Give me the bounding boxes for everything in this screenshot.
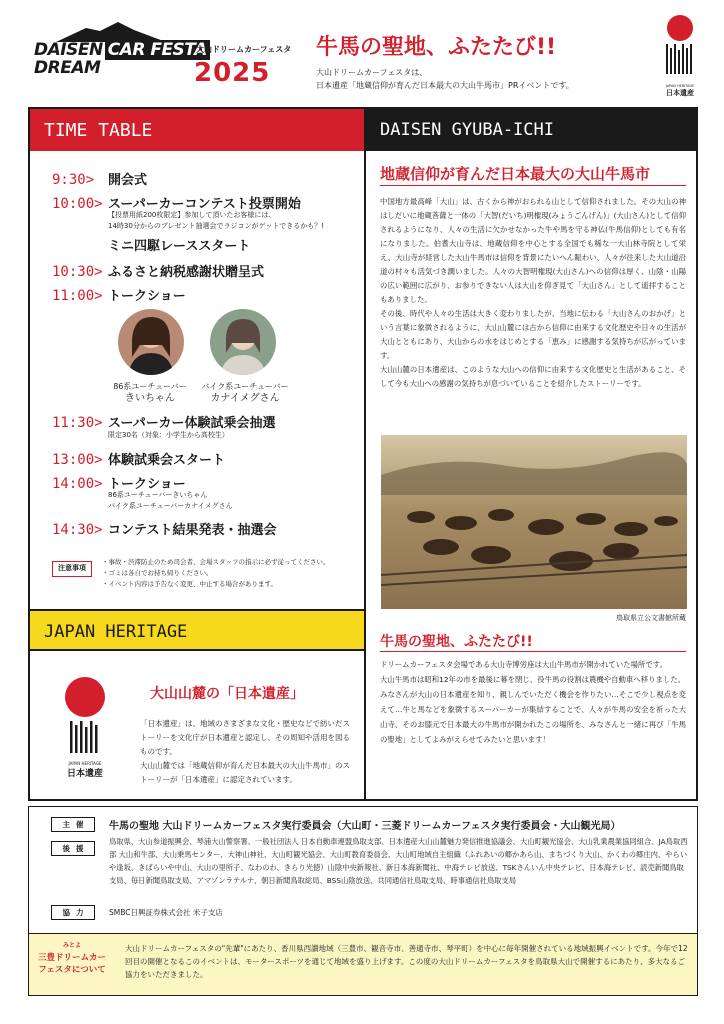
cooperation-label: 協力 [51,905,95,920]
gyuba-paragraph: 中国地方最高峰「大山」は、古くから神がおられる山として信仰されました。その大山の神はしだいに地蔵菩薩と一体の「大智(だいち)明権現(みょうごんげん)」(大山さん)として信仰されるようになり、人々の生活に欠かせなかった牛や馬を守る神仏(牛馬信仰)としても有名になりました。伯耆大山寺は、地蔵信仰を中心とする全国でも稀な一大山林寺院として栄え、大山寺が経営した大山牛馬市は信仰を背景にたいへん賑わい、人々が往来した大山道沿道の村々も活気づき潤いました。人々の大智明権現(大山さん)への信仰は厚く、山陰・山陽の広い範囲に広がり、お参りできない人は大山を仰ぎ見て「大山さん」として遥拝することもありました。 [380,197,686,304]
time-label: 10:00> [52,196,103,212]
caution-item: ・イベント内容は予告なく変更、中止する場合があります。 [102,580,277,588]
mitoyo-festa-about [28,934,698,996]
talk-note [108,490,233,512]
logo-year: 2025 [194,58,271,88]
page-title: 牛馬の聖地、ふたたび!! [316,35,557,60]
event-label: 体験試乗会スタート [108,453,226,468]
logo-japanese: 大山ドリームカーフェスタ [196,45,292,54]
about-label-line-2: フェスタについて [38,965,106,975]
gyuba-title-2: 牛馬の聖地、ふたたび!! [380,634,533,650]
youtuber-kiichan-avatar [118,309,184,375]
gyuba-body [380,195,686,391]
event-label: ミニ四駆レーススタート [108,239,251,254]
event-label: ふるさと納税感謝状贈呈式 [108,265,265,280]
cooperation-company: SMBC日興証券株式会社 米子支店 [109,908,223,917]
gyuba-paragraph: 大山牛馬市は昭和12年の市を最後に幕を閉じ、役牛馬の役割は農機や自動車へ移りました。 [380,675,686,684]
youtuber-role: 86系ユーチューバー [113,382,187,391]
credits-box [28,806,698,934]
event-label: スーパーカー体験試乗会抽選 [108,416,276,431]
japan-heritage-logo [658,14,702,98]
time-label: 14:00> [52,476,103,492]
ride-note: 限定30名（対象：小学生から高校生） [108,431,229,439]
gyuba-title: 地蔵信仰が育んだ日本最大の大山牛馬市 [380,165,651,183]
person-photo-icon [118,309,184,375]
japan-heritage-icon [658,14,702,80]
timetable-row [52,285,186,304]
caution-item: ・ゴミは各自でお持ち帰りください。 [102,569,213,577]
event-label: 開会式 [108,173,148,188]
person-photo-icon [210,309,276,375]
youtuber-kanaimegu-avatar [210,309,276,375]
caution-label: 注意事項 [52,561,92,577]
about-label [29,934,115,994]
event-label: コンテスト結果発表・抽選会 [108,523,277,538]
japan-heritage-logo [60,677,110,781]
heritage-paragraph: 大山山麓では「地蔵信仰が育んだ日本最大の大山牛馬市」のストーリーが「日本遺産」に認定されています。 [140,761,350,784]
main-frame [28,107,698,801]
jh-small-text: JAPAN HERITAGE [68,761,102,766]
timetable-row [52,235,250,254]
jh-label: 日本遺産 [66,769,103,779]
gyuba-paragraph: 大山山麓の日本遺産は、このような大山への信仰に由来する文化歴史と生活があること、そして今も大山への感謝の気持ちが息づいていることを紹介したストーリーです。 [380,365,686,388]
column-divider [364,109,366,799]
page-subtitle [316,66,574,92]
supporters-list: 鳥取県、大山参道振興会、琴浦大山警察署、一般社団法人 日本自動車連盟鳥取支部、日本遺産大山山麓魅力発信推進協議会、大山町観光協会、大山乳業農業協同組合、JA鳥取西部 大山和牛部、大山乗馬センター、大神山神社、大山町観光協会、大山町教育委員会、大山町地域自主組織（ふれあいの郷かあら山、まちづくり大山、かくわの郷庄内、やらいや逢坂、きばらいや中山、大山の里所子、なわのわ、きらり光徳）山陰中央新報社、新日本海新聞社、中海テレビ放送、TSKさんいん中央テレビ、日本海テレビ、読売新聞鳥取支局、毎日新聞鳥取支局、アマゾンラテルナ、朝日新聞鳥取総局、BSS山陰放送、共同通信社鳥取支局、時事通信社鳥取支局 [109,837,688,885]
time-label: 10:30> [52,264,103,280]
about-label-line-1: 三豊ドリームカー [37,953,106,963]
subtitle-line-1: 大山ドリームカーフェスタは、 [316,68,428,77]
host-label: 主催 [51,817,95,832]
event-label: トークショー [108,289,186,304]
event-label: スーパーカーコンテスト投票開始 [108,197,301,212]
talk-note-line-1: 86系ユーチューバーきいちゃん [108,491,208,499]
host-organizer: 牛馬の聖地 大山ドリームカーフェスタ実行委員会（大山町・三菱ドリームカーフェスタ実行委員会・大山観光局） [109,821,621,832]
mountain-logo-icon [56,22,166,42]
photo-caption: 鳥取県立公文書館所蔵 [616,614,686,622]
time-label: 11:00> [52,288,103,304]
gyuba-paragraph: ドリームカーフェスタ会場である大山寺博労座は大山牛馬市が開かれていた場所です。 [380,660,667,669]
timetable-row [52,519,276,538]
youtuber-kiichan-caption [100,381,200,405]
caution-list [102,557,330,590]
about-body: 大山ドリームカーフェスタの"先輩"にあたり、香川県西讃地域（三豊市、観音寺市、善通寺市、琴平町）を中心に毎年開催されている地域振興イベントです。今年で12回目の開催となるこのイベントは、モータースポーツを通じて地域を盛り上げます。この度の大山ドリームカーフェスタを鳥取県大山で開催するにあたり、多大なるご協力をいただきました。 [125,944,688,979]
gyuba-heading: DAISEN GYUBA-ICHI [366,109,698,151]
gyuba-paragraph: みなさんが大山の日本遺産を知り、親しんでいただく機会を作りたい…そこで少し視点を変えて…牛と馬などを象徴するスーパーカーが集結することで、人々が牛馬の安全を祈った大山寺、そのお膝元で日本最大の牛馬市が開かれたこの場所を、みなさんと一緒に再び「牛馬の聖地」としてよみがえらせてみたいと思います！ [380,690,686,744]
logo-car-festa: CAR FESTA [105,40,210,60]
timetable-row [52,449,225,468]
historic-cattle-market-photo [381,435,687,609]
vote-note-line-2: 14時30分からのプレゼント抽選会でラジコンがゲットできるかも？! [108,222,325,230]
youtuber-name: きいちゃん [125,393,175,404]
time-label: 11:30> [52,415,103,431]
time-label: 13:00> [52,452,103,468]
youtuber-role: バイク系ユーチューバー [201,382,289,391]
timetable-row [52,261,264,280]
about-label-reading: みとよ [62,942,81,949]
youtuber-name: カナイメグさん [210,393,280,404]
subtitle-line-2: 日本遺産「地蔵信仰が育んだ日本最大の大山牛馬市」PRイベントです。 [316,81,574,90]
talk-note-line-2: バイク系ユーチューバーカナイメグさん [108,502,233,510]
support-label: 後援 [51,841,95,856]
logo-dream: DREAM [34,58,101,78]
caution-item: ・事故・渋滞防止のため司会者、会場スタッフの指示に必ず従ってください。 [102,558,330,566]
time-label: 14:30> [52,522,103,538]
jh-small-text: JAPAN HERITAGE [665,84,695,88]
jh-label: 日本遺産 [666,89,694,97]
heritage-paragraph: 「日本遺産」は、地域のさまざまな文化・歴史などで紡いだストーリーを文化庁が日本遺産と認定し、その周知や活用を図るものです。 [140,719,350,756]
timetable-row [52,169,147,188]
heritage-body [140,717,356,787]
heritage-heading: JAPAN HERITAGE [30,609,364,651]
vote-note-line-1: 【投票用紙200枚限定】参加して頂いたお客様には、 [108,211,276,219]
logo-daisen: DAISEN [34,40,103,60]
gyuba-body-2 [380,657,686,747]
youtuber-kanaimegu-caption [190,381,300,405]
title-underline [380,185,686,186]
timetable-row [52,412,275,431]
gyuba-paragraph: その後、時代や人々の生活は大きく変わりましたが、当地に伝わる「大山さんのおかげ」という言葉に象徴されるように、大山山麓には古から信仰に由来する文化歴史や日々の生活が大山とともにあり、大山からの水をはじめとする「恵み」に感謝する気持ちが広がっています。 [380,309,686,360]
logo-line-1 [34,40,210,60]
time-label: 9:30> [52,172,95,188]
cattle-market-image [381,435,687,609]
timetable-heading: TIME TABLE [30,109,364,151]
event-label: トークショー [108,477,186,492]
title-underline [380,651,686,652]
heritage-title: 大山山麓の「日本遺産」 [150,686,304,702]
japan-heritage-icon [60,677,110,757]
page-header [0,0,724,110]
vote-note [108,210,324,232]
